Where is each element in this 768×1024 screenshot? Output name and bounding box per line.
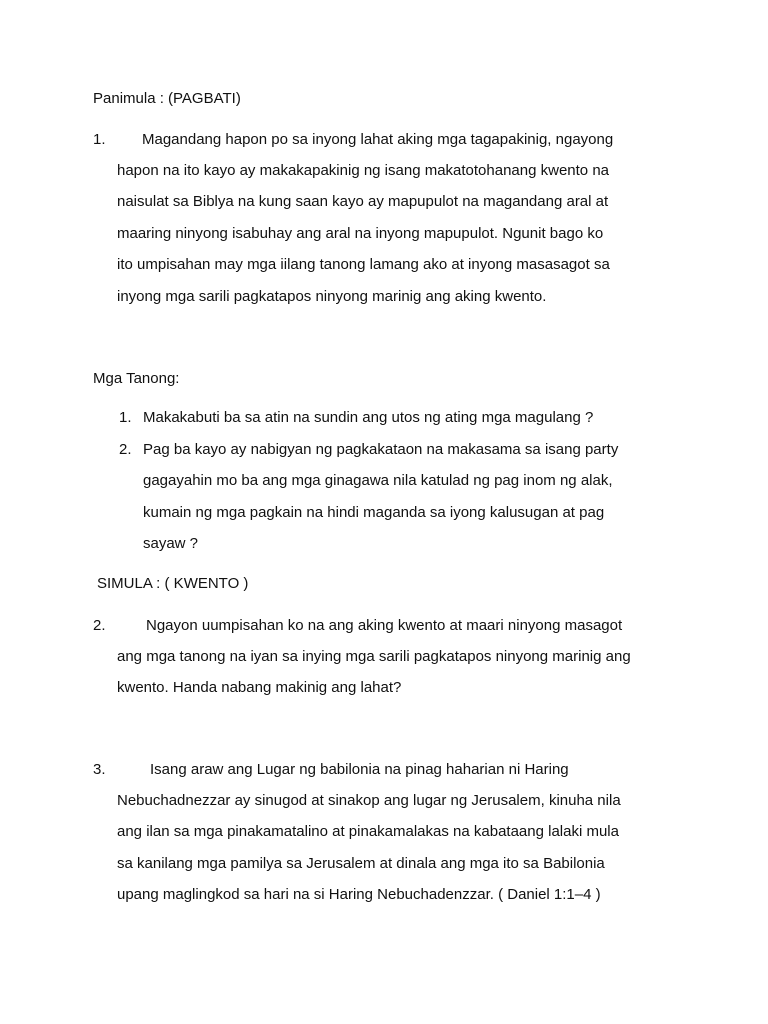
section3-line: sa kanilang mga pamilya sa Jerusalem at dinala ang mga ito sa Babilonia [117, 855, 605, 872]
section1-line: naisulat sa Biblya na kung saan kayo ay mapupulot na magandang aral at [117, 193, 609, 210]
story-heading: SIMULA : ( KWENTO ) [97, 575, 249, 592]
section1-line: hapon na ito kayo ay makakapakinig ng isang makatotohanang kwento na [117, 162, 610, 179]
question1-number: 1. [119, 409, 132, 426]
section3-number: 3. [93, 761, 106, 778]
section3-line: upang maglingkod sa hari na si Haring Nebuchadenzzar. ( Daniel 1:1–4 ) [117, 886, 601, 903]
question2-line: Pag ba kayo ay nabigyan ng pagkakataon na makasama sa isang party [143, 441, 619, 458]
question2-line: kumain ng mga pagkain na hindi maganda sa iyong kalusugan at pag [143, 504, 605, 521]
section1-line: inyong mga sarili pagkatapos ninyong marinig ang aking kwento. [117, 288, 547, 305]
section3-line: Isang araw ang Lugar ng babilonia na pinag haharian ni Haring [150, 761, 569, 778]
section2-line: ang mga tanong na iyan sa inying mga sarili pagkatapos ninyong marinig ang [117, 648, 631, 665]
section2-line: kwento. Handa nabang makinig ang lahat? [117, 679, 402, 696]
question1-line: Makakabuti ba sa atin na sundin ang utos ng ating mga magulang ? [143, 409, 594, 426]
section2-line: Ngayon uumpisahan ko na ang aking kwento at maari ninyong masagot [146, 617, 623, 634]
intro-heading: Panimula : (PAGBATI) [93, 90, 241, 107]
section1-line: ito umpisahan may mga iilang tanong lamang ako at inyong masasagot sa [117, 256, 610, 273]
question2-line: gagayahin mo ba ang mga ginagawa nila katulad ng pag inom ng alak, [143, 472, 613, 489]
section2-number: 2. [93, 617, 106, 634]
section1-line: Magandang hapon po sa inyong lahat aking mga tagapakinig, ngayong [142, 131, 614, 148]
section1-number: 1. [93, 131, 106, 148]
question2-line: sayaw ? [143, 535, 199, 552]
section1-line: maaring ninyong isabuhay ang aral na inyong mapupulot. Ngunit bago ko [117, 225, 604, 242]
questions-heading: Mga Tanong: [93, 370, 180, 387]
section3-line: ang ilan sa mga pinakamatalino at pinakamalakas na kabataang lalaki mula [117, 823, 619, 840]
section3-line: Nebuchadnezzar ay sinugod at sinakop ang lugar ng Jerusalem, kinuha nila [117, 792, 621, 809]
question2-number: 2. [119, 441, 132, 458]
